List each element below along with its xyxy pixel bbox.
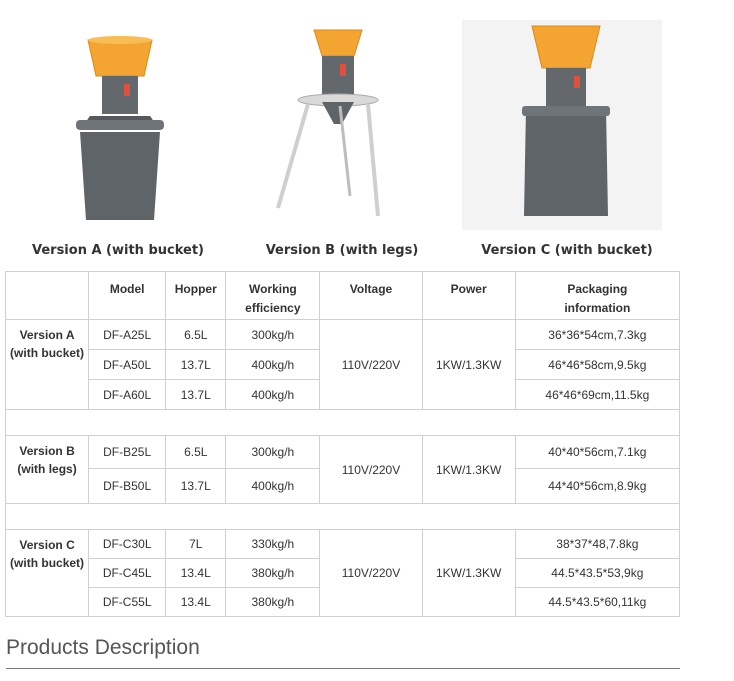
hopper-cell: 13.7L	[166, 350, 226, 380]
product-images	[0, 0, 734, 270]
section-divider	[6, 668, 680, 669]
voltage-cell-a: 110V/220V	[320, 320, 422, 410]
packaging-cell: 46*46*69cm,11.5kg	[515, 380, 679, 410]
efficiency-cell: 300kg/h	[226, 320, 320, 350]
header-hopper: Hopper	[166, 272, 226, 320]
header-blank	[6, 272, 89, 320]
packaging-cell: 38*37*48,7.8kg	[515, 530, 679, 559]
hopper-cell: 13.7L	[166, 380, 226, 410]
hopper-cell: 13.7L	[166, 469, 226, 504]
caption-version-a: Version A (with bucket)	[31, 243, 204, 258]
voltage-cell-c: 110V/220V	[320, 530, 422, 617]
model-cell: DF-A25L	[89, 320, 166, 350]
table-row	[6, 436, 680, 469]
efficiency-cell: 300kg/h	[226, 436, 320, 469]
voltage-cell-b: 110V/220V	[320, 436, 422, 504]
table-row	[6, 320, 680, 350]
caption-version-b: Version B (with legs)	[265, 243, 419, 258]
specifications-table	[5, 271, 680, 617]
packaging-cell: 46*46*58cm,9.5kg	[515, 350, 679, 380]
group-name-a: Version A (with bucket)	[6, 320, 89, 410]
model-cell: DF-B25L	[89, 436, 166, 469]
model-cell: DF-B50L	[89, 469, 166, 504]
spacer-row	[6, 504, 680, 530]
section-title: Products Description	[6, 636, 200, 659]
packaging-cell: 44.5*43.5*53,9kg	[515, 559, 679, 588]
hopper-cell: 13.4L	[166, 588, 226, 617]
packaging-cell: 40*40*56cm,7.1kg	[515, 436, 679, 469]
header-packaging: Packaging information	[515, 272, 679, 320]
packaging-cell: 44.5*43.5*60,11kg	[515, 588, 679, 617]
efficiency-cell: 330kg/h	[226, 530, 320, 559]
header-efficiency: Working efficiency	[226, 272, 320, 320]
group-name-c: Version C (with bucket)	[6, 530, 89, 617]
header-voltage: Voltage	[320, 272, 422, 320]
model-cell: DF-C30L	[89, 530, 166, 559]
version-a-image	[20, 20, 220, 230]
header-model: Model	[89, 272, 166, 320]
model-cell: DF-A50L	[89, 350, 166, 380]
table-header-row	[6, 272, 680, 320]
packaging-cell: 44*40*56cm,8.9kg	[515, 469, 679, 504]
version-b-image	[230, 20, 430, 230]
power-cell-b: 1KW/1.3KW	[422, 436, 515, 504]
table-row	[6, 530, 680, 559]
power-cell-a: 1KW/1.3KW	[422, 320, 515, 410]
hopper-cell: 6.5L	[166, 436, 226, 469]
power-cell-c: 1KW/1.3KW	[422, 530, 515, 617]
efficiency-cell: 380kg/h	[226, 588, 320, 617]
efficiency-cell: 400kg/h	[226, 469, 320, 504]
model-cell: DF-A60L	[89, 380, 166, 410]
caption-version-c: Version C (with bucket)	[481, 243, 653, 258]
model-cell: DF-C45L	[89, 559, 166, 588]
efficiency-cell: 400kg/h	[226, 380, 320, 410]
hopper-cell: 13.4L	[166, 559, 226, 588]
spacer-row	[6, 410, 680, 436]
version-c-image	[462, 20, 662, 230]
efficiency-cell: 380kg/h	[226, 559, 320, 588]
hopper-cell: 7L	[166, 530, 226, 559]
packaging-cell: 36*36*54cm,7.3kg	[515, 320, 679, 350]
model-cell: DF-C55L	[89, 588, 166, 617]
group-name-b: Version B (with legs)	[6, 436, 89, 504]
hopper-cell: 6.5L	[166, 320, 226, 350]
efficiency-cell: 400kg/h	[226, 350, 320, 380]
header-power: Power	[422, 272, 515, 320]
